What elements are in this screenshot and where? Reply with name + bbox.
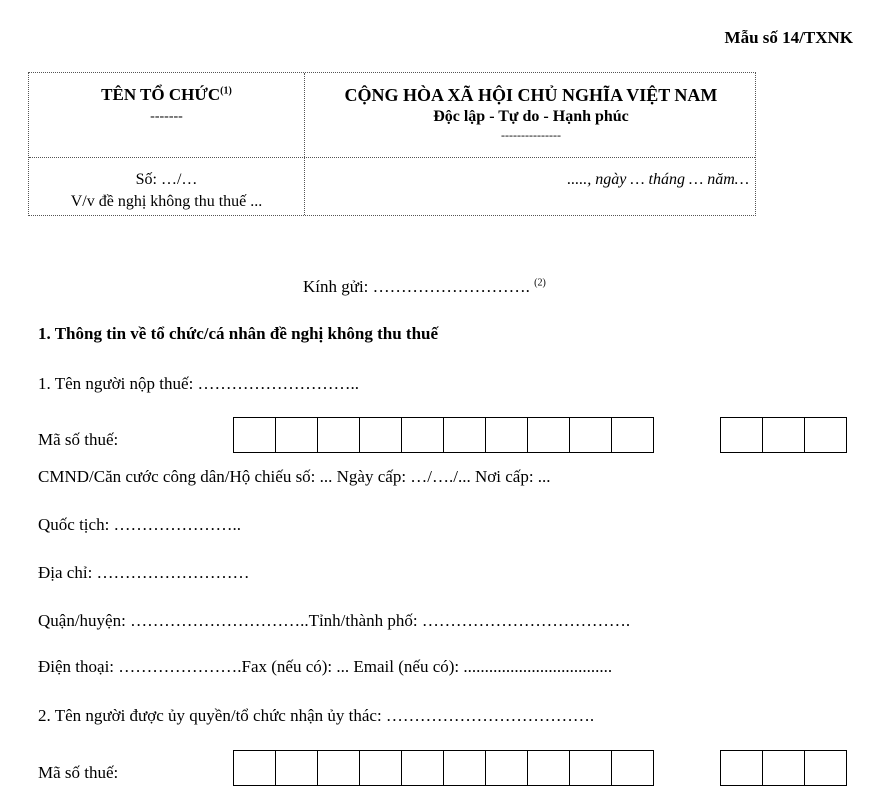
organization-dash: -------: [150, 109, 183, 124]
nation-title: CỘNG HÒA XÃ HỘI CHỦ NGHĨA VIỆT NAM: [344, 85, 718, 105]
tax-code-suffix-box[interactable]: [804, 750, 847, 786]
recipient-text: Kính gửi: ……………………….: [303, 277, 535, 296]
motto: Độc lập - Tự do - Hạnh phúc: [433, 108, 629, 125]
tax-code-digit-box[interactable]: [485, 750, 528, 786]
recipient-note: (2): [534, 277, 546, 289]
document-number: Số: …/…: [135, 171, 198, 188]
nationality-line: Quốc tịch: …………………..: [38, 515, 242, 534]
id-document-line: CMND/Căn cước công dân/Hộ chiếu số: ... Ngày cấp: …/…./... Nơi cấp: ...: [38, 467, 551, 486]
national-header: [305, 85, 757, 143]
tax-code-digit-box[interactable]: [233, 750, 276, 786]
organization-note: (1): [220, 85, 232, 97]
district-province-line: Quận/huyện: …………………………..Tỉnh/thành phố: ……………………………….: [38, 611, 631, 630]
document-number-block: [29, 169, 304, 213]
organization-name: TÊN TỔ CHỨC: [101, 85, 221, 104]
tax-code-label-2: Mã số thuế:: [38, 763, 119, 782]
tax-code-digit-box[interactable]: [569, 417, 612, 453]
tax-code-boxes-2: [233, 750, 654, 786]
tax-code-suffix-boxes: [720, 417, 847, 453]
tax-code-digit-box[interactable]: [527, 417, 570, 453]
header-table: [28, 72, 756, 216]
tax-code-digit-box[interactable]: [317, 750, 360, 786]
organization-block: [29, 85, 304, 125]
tax-code-suffix-box[interactable]: [720, 750, 763, 786]
taxpayer-name-line: 1. Tên người nộp thuế: ………………………..: [38, 374, 360, 393]
tax-code-digit-box[interactable]: [611, 750, 654, 786]
section-1-title: 1. Thông tin về tổ chức/cá nhân đề nghị không thu thuế: [38, 324, 439, 343]
tax-code-digit-box[interactable]: [401, 417, 444, 453]
tax-code-digit-box[interactable]: [527, 750, 570, 786]
tax-code-digit-box[interactable]: [485, 417, 528, 453]
tax-code-digit-box[interactable]: [233, 417, 276, 453]
tax-code-digit-box[interactable]: [611, 417, 654, 453]
document-date: ....., ngày … tháng … năm…: [567, 171, 749, 188]
tax-code-suffix-box[interactable]: [720, 417, 763, 453]
tax-code-digit-box[interactable]: [359, 750, 402, 786]
motto-dash: ---------------: [501, 128, 561, 142]
tax-code-boxes: [233, 417, 654, 453]
tax-code-digit-box[interactable]: [275, 750, 318, 786]
form-number: Mẫu số 14/TXNK: [724, 28, 853, 47]
tax-code-digit-box[interactable]: [317, 417, 360, 453]
tax-code-digit-box[interactable]: [443, 750, 486, 786]
tax-code-digit-box[interactable]: [401, 750, 444, 786]
tax-code-label: Mã số thuế:: [38, 430, 119, 449]
header-divider-horizontal: [29, 157, 755, 158]
document-subject: V/v đề nghị không thu thuế ...: [70, 193, 263, 210]
contact-line: Điện thoại: ………………….Fax (nếu có): ... Email (nếu có): ...................................: [38, 657, 613, 676]
tax-code-digit-box[interactable]: [569, 750, 612, 786]
tax-code-suffix-boxes-2: [720, 750, 847, 786]
tax-code-digit-box[interactable]: [275, 417, 318, 453]
address-line: Địa chỉ: ………………………: [38, 563, 250, 582]
recipient-line: [303, 277, 546, 297]
tax-code-suffix-box[interactable]: [804, 417, 847, 453]
tax-code-digit-box[interactable]: [443, 417, 486, 453]
tax-code-digit-box[interactable]: [359, 417, 402, 453]
tax-code-suffix-box[interactable]: [762, 750, 805, 786]
authorized-person-line: 2. Tên người được ủy quyền/tổ chức nhận ủy thác: ……………………………….: [38, 706, 595, 725]
tax-code-suffix-box[interactable]: [762, 417, 805, 453]
